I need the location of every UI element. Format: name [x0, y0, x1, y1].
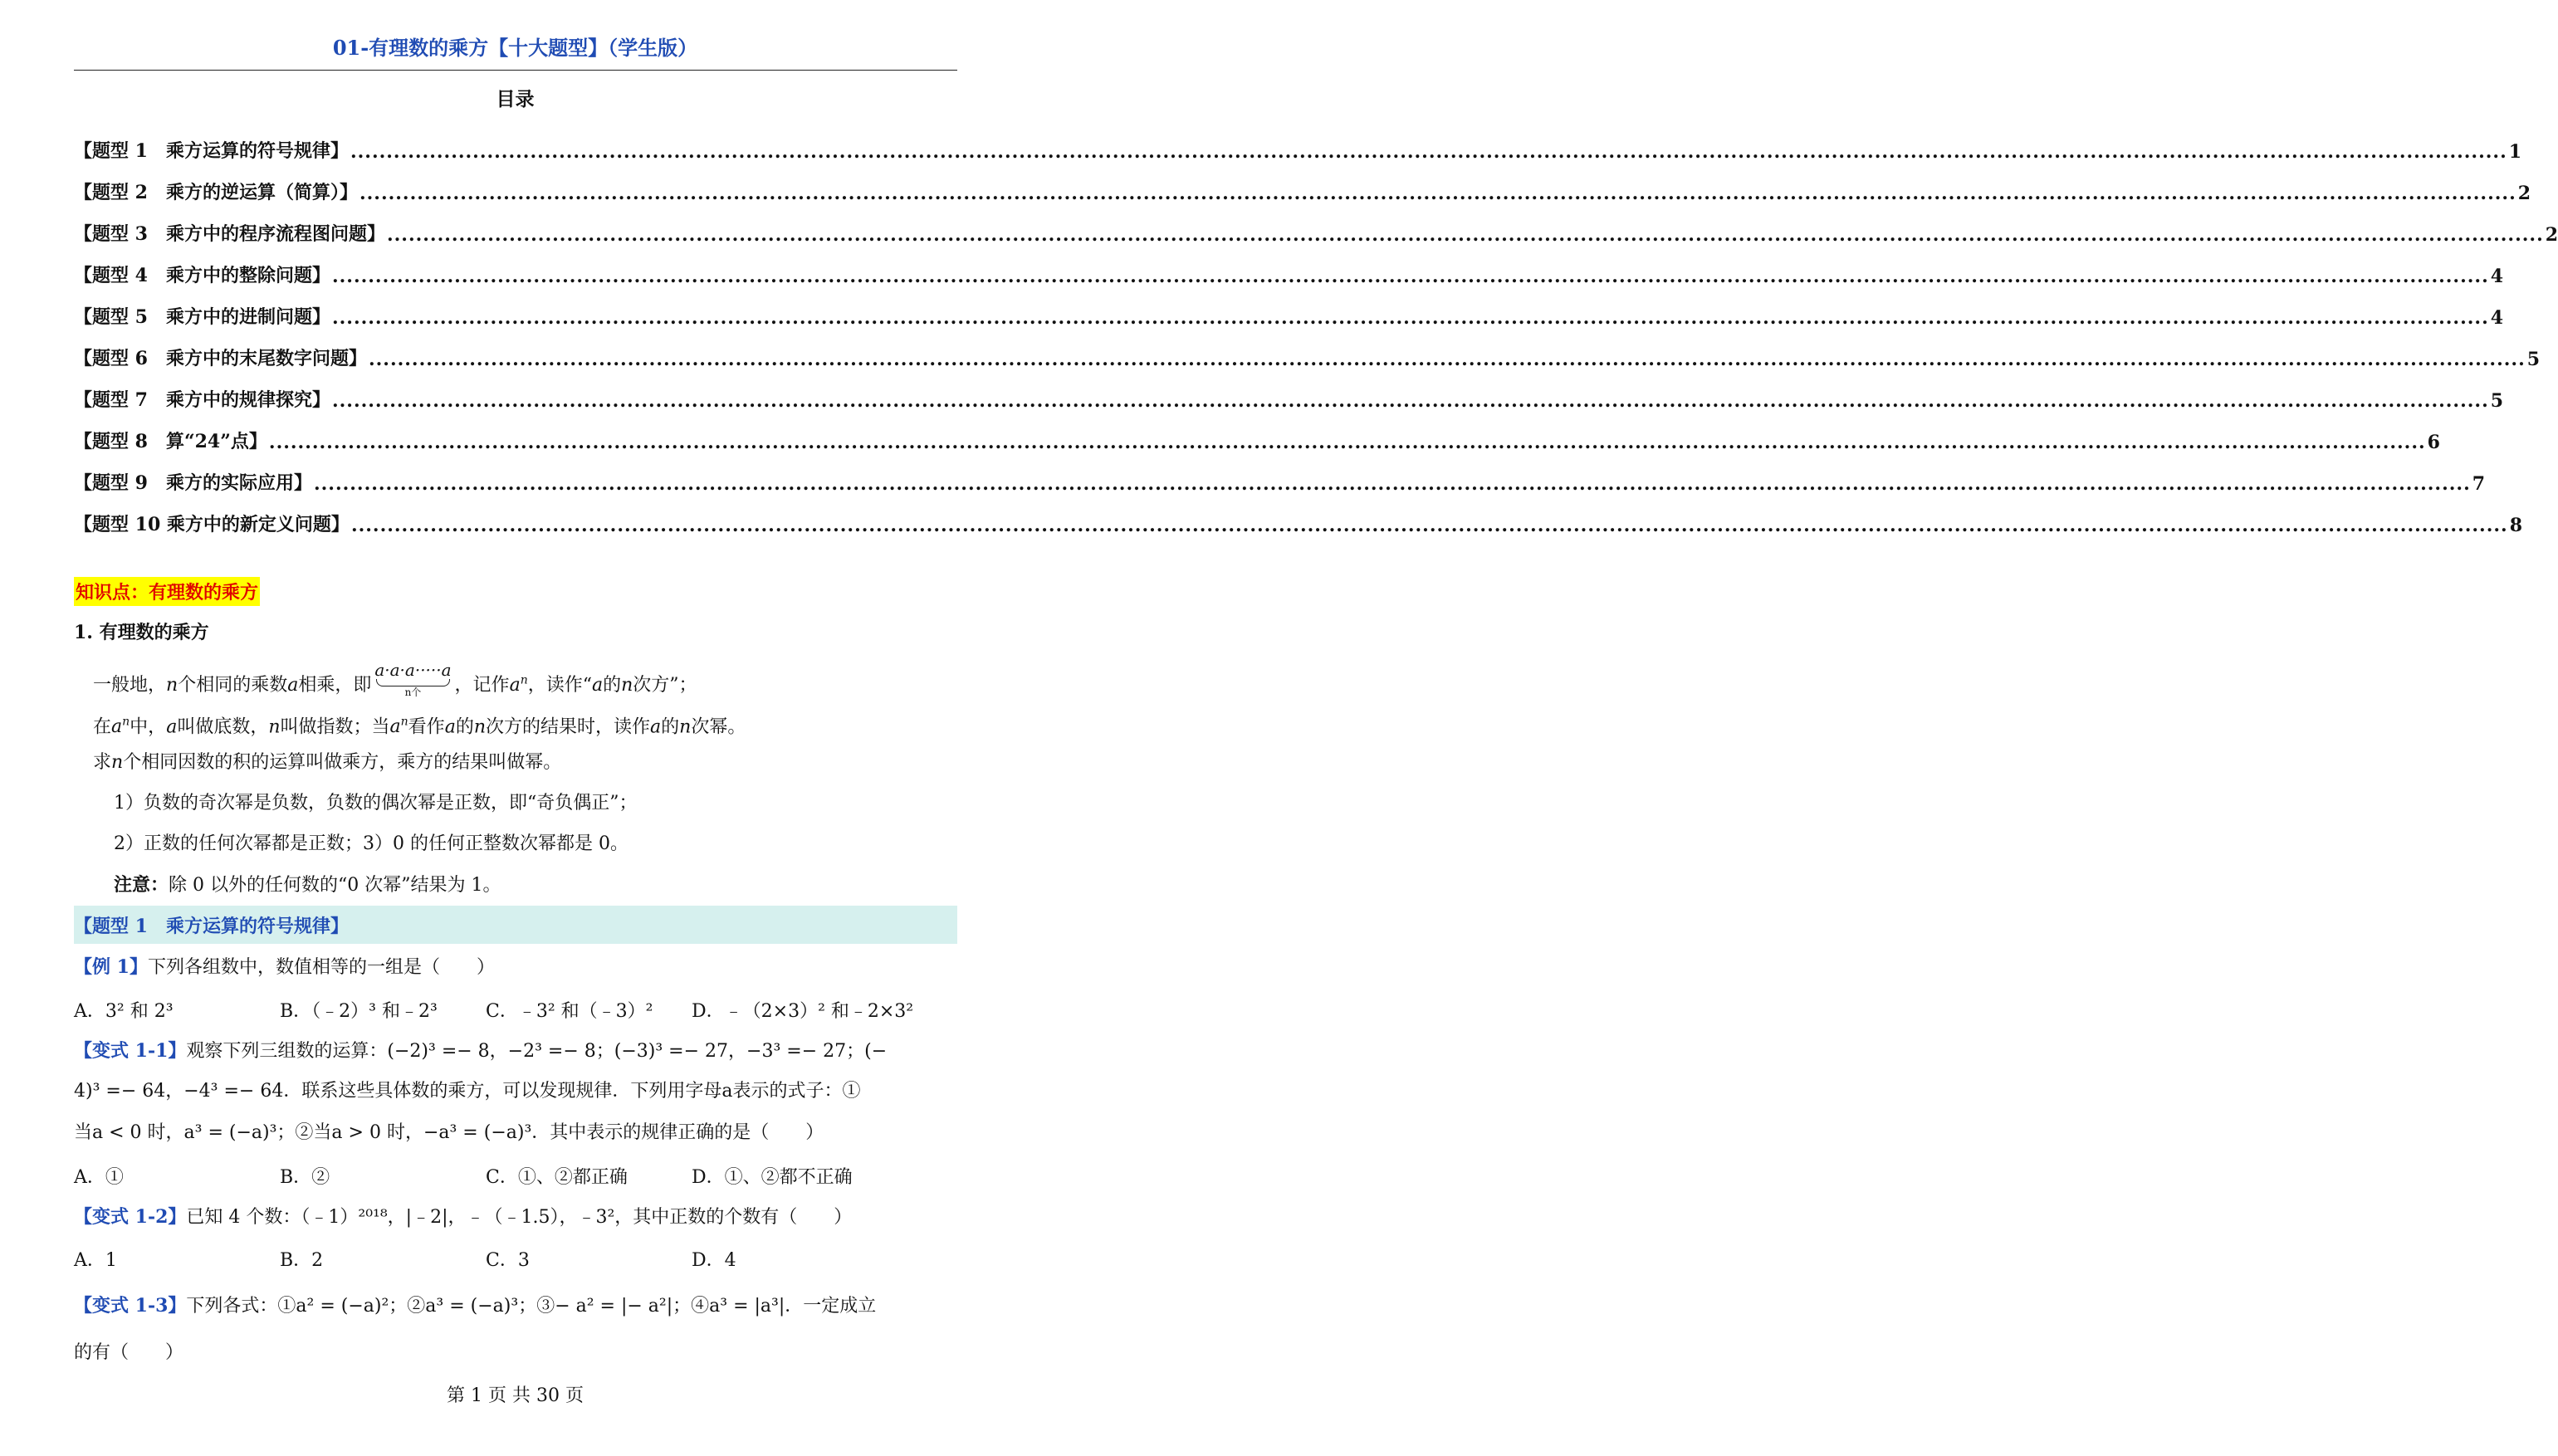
document-title: 01-有理数的乘方【十大题型】（学生版）: [332, 36, 698, 60]
toc-item[interactable]: [74, 163, 2531, 204]
toc-item[interactable]: [74, 329, 2541, 370]
toc-item-page: 2: [2545, 224, 2558, 246]
example-1-question: 【例 1】下列各组数中，数值相等的一组是（ ）: [74, 956, 495, 978]
toc-item-label: 【题型 9 乘方的实际应用】: [74, 472, 312, 494]
toc-item[interactable]: [74, 453, 2486, 495]
toc-leader-dots: ............................................................................................................................................................................................................................................................................................................: [331, 307, 2489, 329]
toc-leader-dots: ............................................................................................................................................................................................................................................................................................................: [331, 390, 2489, 412]
underbrace-expression: a·a·a·····a n个: [374, 660, 452, 698]
toc-item-page: 4: [2490, 266, 2504, 287]
example-1-options: [74, 997, 957, 1023]
toc-leader-dots: ............................................................................................................................................................................................................................................................................................................: [386, 224, 2544, 246]
toc-title: 目录: [496, 88, 535, 110]
option-a: A．①: [74, 1167, 124, 1188]
toc-leader-dots: ............................................................................................................................................................................................................................................................................................................: [350, 141, 2507, 163]
option-b: B．2: [280, 1250, 324, 1271]
toc-item-label: 【题型 8 算“24”点】: [74, 431, 267, 452]
toc-leader-dots: ............................................................................................................................................................................................................................................................................................................: [331, 266, 2489, 287]
toc-item-label: 【题型 1 乘方运算的符号规律】: [74, 140, 349, 162]
variant-1-1-line-3: 当a < 0 时，a³ = (−a)³；②当a > 0 时，−a³ = (−a)³．其中表示的规律正确的是（ ）: [74, 1122, 824, 1143]
toc-item-label: 【题型 2 乘方的逆运算（简算）】: [74, 182, 358, 203]
option-d: D．4: [692, 1250, 736, 1271]
toc-item-page: 1: [2508, 141, 2522, 163]
section-title: 1. 有理数的乘方: [74, 622, 209, 643]
variant-1-1-line-2: 4)³ =− 64，−4³ =− 64．联系这些具体数的乘方，可以发现规律．下列用字母a表示的式子：①: [74, 1081, 861, 1102]
toc-item-page: 5: [2526, 349, 2541, 370]
option-b: B．②: [280, 1167, 330, 1188]
table-of-contents: [74, 121, 2558, 536]
toc-item[interactable]: [74, 495, 2523, 536]
note-paragraph: 注意：除 0 以外的任何数的“0 次幂”结果为 1。: [114, 874, 501, 896]
rule-2: 2）正数的任何次幂都是正数；3）0 的任何正整数次幂都是 0。: [114, 833, 628, 854]
toc-leader-dots: ............................................................................................................................................................................................................................................................................................................: [350, 515, 2508, 536]
variant-1-2-options: [74, 1246, 957, 1272]
option-a: A．3² 和 2³: [74, 1001, 174, 1022]
toc-item-page: 2: [2517, 183, 2531, 204]
toc-item-label: 【题型 3 乘方中的程序流程图问题】: [74, 223, 385, 245]
toc-item[interactable]: [74, 287, 2504, 329]
option-c: C．3: [486, 1250, 530, 1271]
type1-heading: 【题型 1 乘方运算的符号规律】: [74, 916, 349, 937]
toc-item-label: 【题型 5 乘方中的进制问题】: [74, 306, 330, 328]
base-exponent-paragraph: 在$a^n$中，a叫做底数，n叫做指数；当$a^n$看作a的n次方的结果时，读作a的n次幂。: [93, 716, 746, 738]
toc-item[interactable]: [74, 370, 2504, 412]
variant-1-1-line-1: 【变式 1-1】观察下列三组数的运算：(−2)³ =− 8，−2³ =− 8；(−3)³ =− 27，−3³ =− 27；(−: [74, 1040, 888, 1062]
toc-leader-dots: ............................................................................................................................................................................................................................................................................................................: [368, 349, 2526, 370]
header-divider: [74, 70, 957, 71]
definition-paragraph: 一般地，n个相同的乘数a相乘，即 a·a·a·····a n个 ，记作$a^n$，读作“a的n次方”；: [93, 660, 697, 698]
toc-item[interactable]: [74, 412, 2440, 453]
option-c: C．﹣3² 和（﹣3）²: [486, 1001, 653, 1022]
option-b: B．（﹣2）³ 和﹣2³: [280, 1001, 438, 1022]
toc-item[interactable]: [74, 246, 2504, 287]
power-definition-paragraph: 求n个相同因数的积的运算叫做乘方，乘方的结果叫做幂。: [93, 752, 562, 773]
variant-1-3-line-1: 【变式 1-3】下列各式：①a² = (−a)²；②a³ = (−a)³；③− a² = |− a²|；④a³ = |a³|．一定成立: [74, 1295, 877, 1317]
toc-item-page: 6: [2427, 432, 2440, 453]
toc-leader-dots: ............................................................................................................................................................................................................................................................................................................: [313, 473, 2471, 495]
knowledge-point-heading: 知识点：有理数的乘方: [74, 577, 260, 606]
option-c: C．①、②都正确: [486, 1167, 628, 1188]
page-footer: 第 1 页 共 30 页: [447, 1385, 584, 1406]
toc-item-page: 7: [2472, 473, 2486, 495]
variant-1-2-question: 【变式 1-2】已知 4 个数：（﹣1）²⁰¹⁸，|﹣2|，﹣（﹣1.5），﹣3²，其中正数的个数有（ ）: [74, 1206, 853, 1228]
toc-item[interactable]: [74, 204, 2558, 246]
option-d: D．①、②都不正确: [692, 1167, 853, 1188]
option-d: D．﹣（2×3）² 和﹣2×3²: [692, 1001, 914, 1022]
toc-item-page: 5: [2490, 390, 2504, 412]
toc-leader-dots: ............................................................................................................................................................................................................................................................................................................: [268, 432, 2426, 453]
toc-item-page: 4: [2490, 307, 2504, 329]
rule-1: 1）负数的奇次幂是负数，负数的偶次幂是正数，即“奇负偶正”；: [114, 793, 638, 814]
toc-item-label: 【题型 7 乘方中的规律探究】: [74, 389, 330, 411]
toc-leader-dots: ............................................................................................................................................................................................................................................................................................................: [359, 183, 2516, 204]
variant-1-3-line-2: 的有（ ）: [74, 1342, 184, 1363]
toc-item-label: 【题型 10 乘方中的新定义问题】: [74, 514, 350, 535]
toc-item-page: 8: [2509, 515, 2523, 536]
toc-item-label: 【题型 4 乘方中的整除问题】: [74, 265, 330, 286]
option-a: A．1: [74, 1250, 117, 1271]
toc-item-label: 【题型 6 乘方中的末尾数字问题】: [74, 348, 367, 369]
variant-1-1-options: [74, 1163, 957, 1189]
toc-item[interactable]: [74, 121, 2522, 163]
